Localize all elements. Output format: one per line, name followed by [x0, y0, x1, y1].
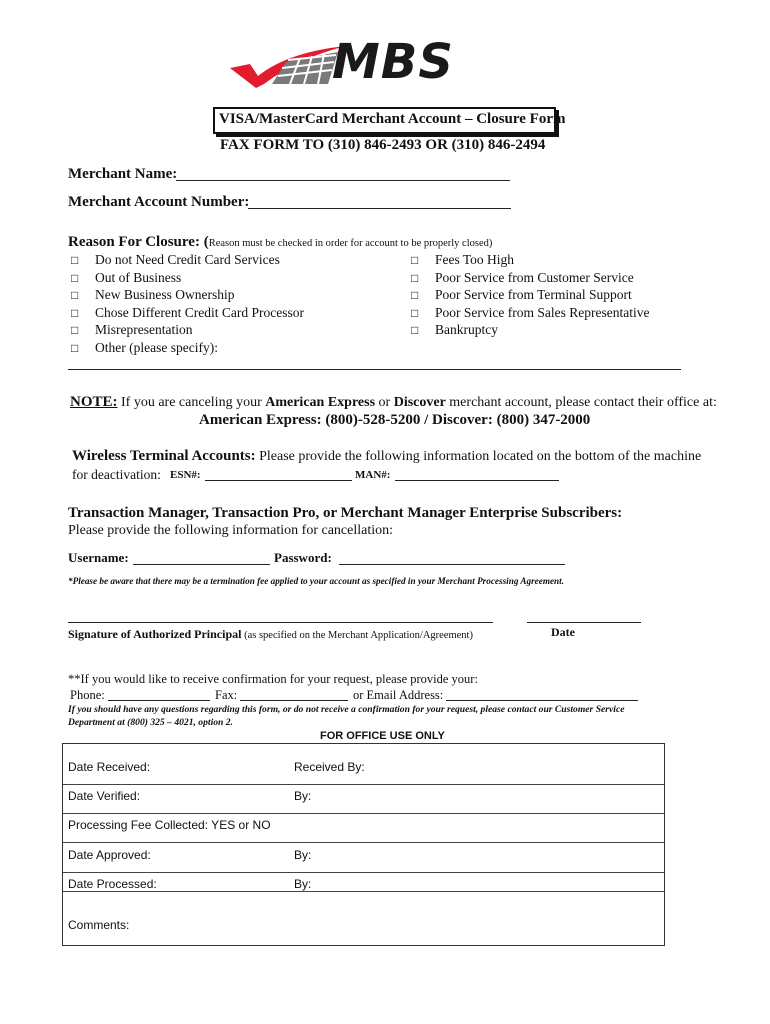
merchant-name-label: Merchant Name:: [68, 166, 178, 182]
checkbox-icon[interactable]: □: [71, 253, 79, 267]
left-reason-1: Out of Business: [95, 269, 182, 285]
email-label: or Email Address:: [353, 688, 444, 702]
note-label: NOTE:: [70, 394, 118, 410]
right-reason-0: Fees Too High: [435, 252, 515, 267]
date-approved-label: Date Approved:: [68, 848, 151, 862]
left-reason-3: Chose Different Credit Card Processor: [95, 304, 304, 320]
left-reason-4: Misrepresentation: [95, 322, 193, 337]
merchant-account-field[interactable]: [248, 208, 511, 209]
fax-line: FAX FORM TO (310) 846-2493 OR (310) 846-2494: [220, 137, 546, 153]
checkbox-icon[interactable]: □: [71, 305, 79, 320]
merchant-name-field[interactable]: [176, 180, 510, 181]
form-title-box: [213, 107, 566, 134]
verified-by-label: By:: [294, 789, 312, 803]
username-label: Username:: [68, 550, 129, 565]
form-title: VISA/MasterCard Merchant Account – Closure Form: [219, 111, 566, 127]
merchant-account-label: Merchant Account Number:: [68, 194, 250, 210]
checkbox-icon[interactable]: □: [411, 305, 419, 320]
checkbox-icon[interactable]: □: [411, 253, 419, 267]
phone-field[interactable]: [108, 700, 210, 701]
wireless-paragraph: Wireless Terminal Accounts: Please provide the following information located on the bottom of the machine: [72, 448, 702, 464]
mbs-logo: [228, 34, 454, 94]
processed-by-label: By:: [294, 877, 312, 891]
checkbox-icon[interactable]: □: [411, 323, 419, 337]
questions-line-2: Department at (800) 325 – 4021, option 2.: [68, 717, 233, 728]
email-field[interactable]: [446, 700, 638, 701]
checkbox-icon[interactable]: □: [71, 340, 79, 355]
other-specify-field[interactable]: [68, 369, 681, 370]
phone-label: Phone:: [70, 688, 105, 702]
fee-note: *Please be aware that there may be a termination fee applied to your account as specified in your Merchant Processing Agreement.: [68, 576, 565, 586]
note-paragraph: NOTE: If you are canceling your American Express or Discover merchant account, please contact their office at:: [70, 394, 717, 410]
right-reason-1: Poor Service from Customer Service: [435, 269, 634, 285]
checkbox-icon[interactable]: □: [411, 270, 419, 285]
office-use-table: [62, 743, 665, 946]
man-label: MAN#:: [355, 469, 391, 481]
signature-field[interactable]: [68, 622, 493, 623]
checkbox-icon[interactable]: □: [71, 288, 79, 302]
questions-line-1: If you should have any questions regarding this form, or do not receive a confirmation for your request, please contact our Customer Service: [68, 704, 625, 715]
reason-heading: Reason For Closure: (Reason must be checked in order for account to be properly closed): [68, 234, 493, 250]
date-received-label: Date Received:: [68, 760, 151, 774]
signature-label: Signature of Authorized Principal (as specified on the Merchant Application/Agreement): [68, 627, 473, 641]
comments-label: Comments:: [68, 918, 130, 932]
password-field[interactable]: [339, 564, 565, 565]
tm-heading: Transaction Manager, Transaction Pro, or Merchant Manager Enterprise Subscribers:: [68, 505, 623, 521]
checkbox-icon[interactable]: □: [411, 288, 419, 302]
logo-text: MBS: [332, 34, 454, 90]
left-reason-5: Other (please specify):: [95, 339, 218, 355]
password-label: Password:: [274, 550, 332, 565]
approved-by-label: By:: [294, 848, 312, 862]
processing-fee-label: Processing Fee Collected: YES or NO: [68, 818, 271, 832]
left-reason-2: New Business Ownership: [95, 287, 235, 302]
man-field[interactable]: [395, 480, 559, 481]
esn-label: ESN#:: [170, 469, 201, 481]
fax-field[interactable]: [240, 700, 348, 701]
card-phones: American Express: (800)-528-5200 / Discover: (800) 347-2000: [199, 412, 591, 428]
date-field[interactable]: [527, 622, 641, 623]
confirm-text: **If you would like to receive confirmation for your request, please provide your:: [68, 672, 478, 686]
checkbox-icon[interactable]: □: [71, 323, 79, 337]
checkbox-icon[interactable]: □: [71, 270, 79, 285]
right-reason-3: Poor Service from Sales Representative: [435, 304, 650, 320]
right-reason-2: Poor Service from Terminal Support: [435, 287, 632, 302]
date-label: Date: [551, 625, 575, 639]
deactivation-line: for deactivation:: [72, 467, 161, 482]
left-reason-0: Do not Need Credit Card Services: [95, 252, 280, 267]
right-reason-4: Bankruptcy: [435, 322, 498, 337]
received-by-label: Received By:: [294, 760, 365, 774]
fax-label: Fax:: [215, 688, 238, 702]
office-title: FOR OFFICE USE ONLY: [320, 730, 445, 742]
esn-field[interactable]: [205, 480, 352, 481]
date-verified-label: Date Verified:: [68, 789, 141, 803]
date-processed-label: Date Processed:: [68, 877, 157, 891]
username-field[interactable]: [133, 564, 270, 565]
tm-sub: Please provide the following information for cancellation:: [68, 523, 394, 538]
